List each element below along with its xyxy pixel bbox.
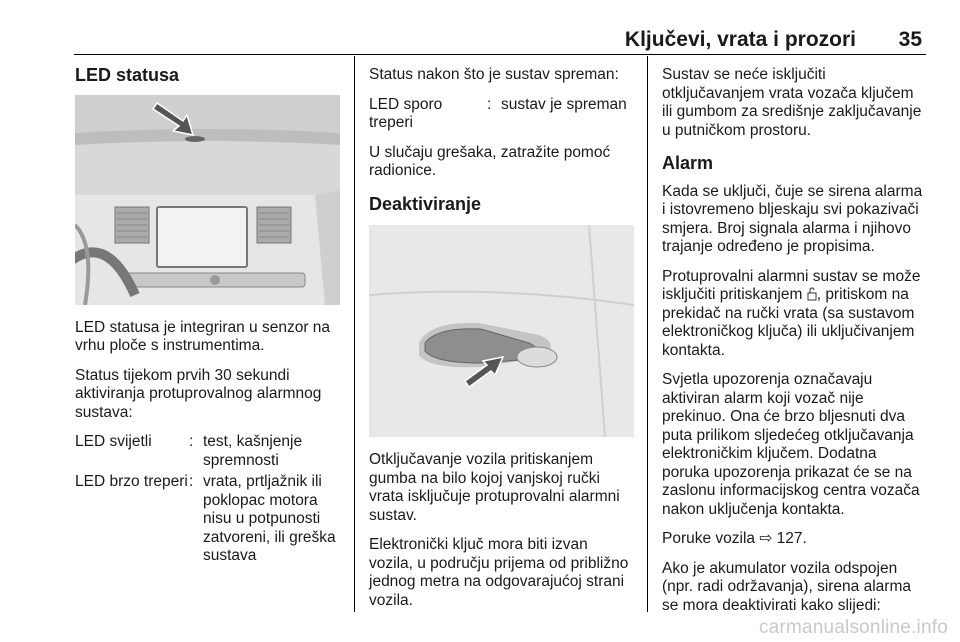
- figure-door-handle: [369, 225, 634, 437]
- def-sep: :: [487, 95, 492, 113]
- column-3: [662, 56, 928, 626]
- definition-list-3: [369, 96, 634, 133]
- heading-led-status: LED statusa: [75, 65, 180, 85]
- status-after-ready: Status nakon što je sustav spreman:: [369, 66, 619, 83]
- alarm-disable-text-a: Protuprovalni alarmni sustav se može isključiti pritiskanjem: [662, 267, 921, 303]
- def-sep: :: [189, 473, 194, 490]
- column-divider-2: [647, 56, 648, 612]
- column-1: [75, 56, 340, 577]
- heading-deactivation: Deaktiviranje: [369, 193, 482, 214]
- running-header-title: Ključevi, vrata i prozori: [624, 28, 856, 51]
- figure-dashboard-led: [75, 95, 340, 305]
- battery-disconnect-note: Ako je akumulator vozila odspojen (npr. radi održavanja), sirena alarma se mora deaktivirati kako slijedi:: [662, 559, 911, 614]
- electronic-key-range: Elektronički ključ mora biti izvan vozila, u području prijema od približno jednog metra na odgovarajućoj strani vozila.: [369, 536, 629, 609]
- def-desc: test, kašnjenje spremnosti: [203, 433, 303, 469]
- definition-list-2: [75, 473, 340, 566]
- alarm-disable-methods: [662, 268, 928, 361]
- not-disabled-note: Sustav se neće isključiti otključavanjem vrata vozača ključem ili gumbom za središnje zaključavanje u putničkom prostoru.: [662, 66, 922, 139]
- header-rule: [74, 54, 926, 55]
- error-advice: U slučaju grešaka, zatražite pomoć radionice.: [369, 143, 611, 179]
- def-term: LED sporo treperi: [369, 95, 443, 131]
- def-desc: sustav je spreman: [501, 95, 627, 113]
- def-term: LED svijetli: [75, 433, 152, 450]
- def-term: LED brzo treperi: [75, 473, 188, 490]
- column-2: [369, 56, 634, 621]
- status-first-30s: Status tijekom prvih 30 sekundi aktiviranja protuprovalnog alarmnog sustava:: [75, 366, 322, 421]
- led-status-description: LED statusa je integriran u senzor na vrhu ploče s instrumentima.: [75, 318, 331, 354]
- vehicle-messages-ref: Poruke vozila ⇨ 127.: [662, 530, 807, 547]
- alarm-disable-text-b: , pritiskom na prekidač na ručki vrata (sa sustavom elektroničkog ključa) ili uključivanjem kontakta.: [662, 286, 915, 359]
- unlock-key-icon: [807, 287, 817, 301]
- def-sep: :: [189, 433, 194, 450]
- alarm-description: Kada se uključi, čuje se sirena alarma i istovremeno bljeskaju svi pokazivači smjera. Broj signala alarma i njihovo trajanje određeno je propisima.: [662, 182, 923, 255]
- def-desc: vrata, prtljažnik ili poklopac motora nisu u potpunosti zatvoreni, ili greška sustava: [203, 473, 336, 564]
- heading-alarm: Alarm: [662, 153, 714, 173]
- unlock-disables-alarm: Otključavanje vozila pritiskanjem gumba na bilo kojoj vanjskoj ručki vrata isključuje protuprovalni alarmni sustav.: [369, 451, 620, 524]
- definition-list-1: [75, 433, 340, 470]
- page-number: 35: [898, 28, 922, 51]
- column-divider-1: [354, 56, 355, 612]
- warning-lights-description: Svjetla upozorenja označavaju aktiviran alarm koji vozač nije prekinuo. Ona će brzo bljesnuti dva puta prilikom sljedećeg otključavanja elektroničkim ključem. Dodatna poruka upozorenja prikazat će se na zaslonu informacijskog centra vozača nakon uključenja kontakta.: [662, 371, 920, 518]
- watermark: carmanualsonline.info: [758, 617, 948, 638]
